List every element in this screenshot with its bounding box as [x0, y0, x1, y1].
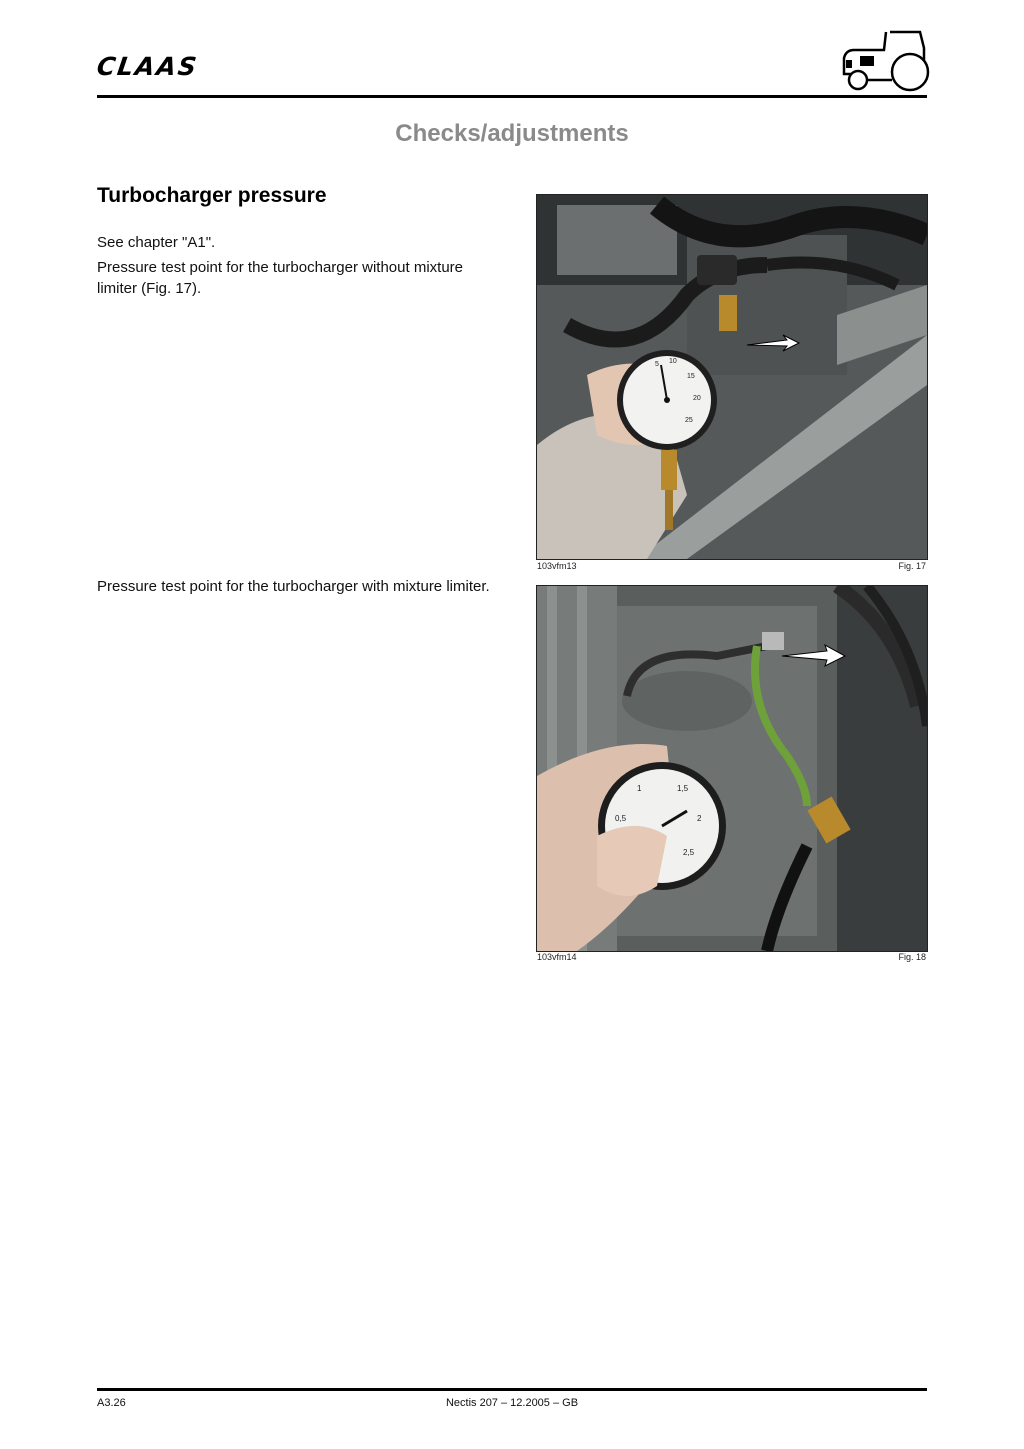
gauge-tick-label: 10 — [669, 358, 677, 365]
gauge-tick-label: 1,5 — [677, 784, 689, 793]
footer-rule — [97, 1388, 927, 1391]
page-number: A3.26 — [97, 1397, 126, 1409]
gauge-tick-label: 25 — [685, 417, 693, 424]
tractor-icon — [838, 28, 930, 94]
figure-18-label: Fig. 18 — [898, 952, 926, 962]
figure-17-label: Fig. 17 — [898, 561, 926, 571]
claas-logo: CLAAS — [95, 52, 201, 81]
section-title: Turbocharger pressure — [97, 184, 327, 207]
figure-18-code: 103vfm14 — [537, 952, 577, 962]
figure-17-code: 103vfm13 — [537, 561, 577, 571]
figure-17-photo — [536, 194, 928, 560]
test-point-without-limiter-text: Pressure test point for the turbocharger without mixture limiter (Fig. 17). — [97, 259, 464, 297]
gauge-tick-label: 15 — [687, 373, 695, 380]
document-reference: Nectis 207 – 12.2005 – GB — [445, 1397, 579, 1409]
page-title: Checks/adjustments — [395, 120, 629, 147]
gauge-tick-label: 5 — [655, 361, 659, 368]
gauge-tick-label: 0,5 — [615, 814, 627, 823]
gauge-tick-label: 20 — [693, 395, 701, 402]
header-rule — [97, 95, 927, 98]
chapter-reference-text: See chapter "A1". — [97, 234, 216, 251]
test-point-with-limiter-text: Pressure test point for the turbocharger with mixture limiter. — [97, 578, 490, 595]
gauge-tick-label: 1 — [637, 784, 642, 793]
gauge-tick-label: 2 — [697, 814, 702, 823]
gauge-tick-label: 2,5 — [683, 848, 695, 857]
figure-18-photo — [536, 585, 928, 952]
